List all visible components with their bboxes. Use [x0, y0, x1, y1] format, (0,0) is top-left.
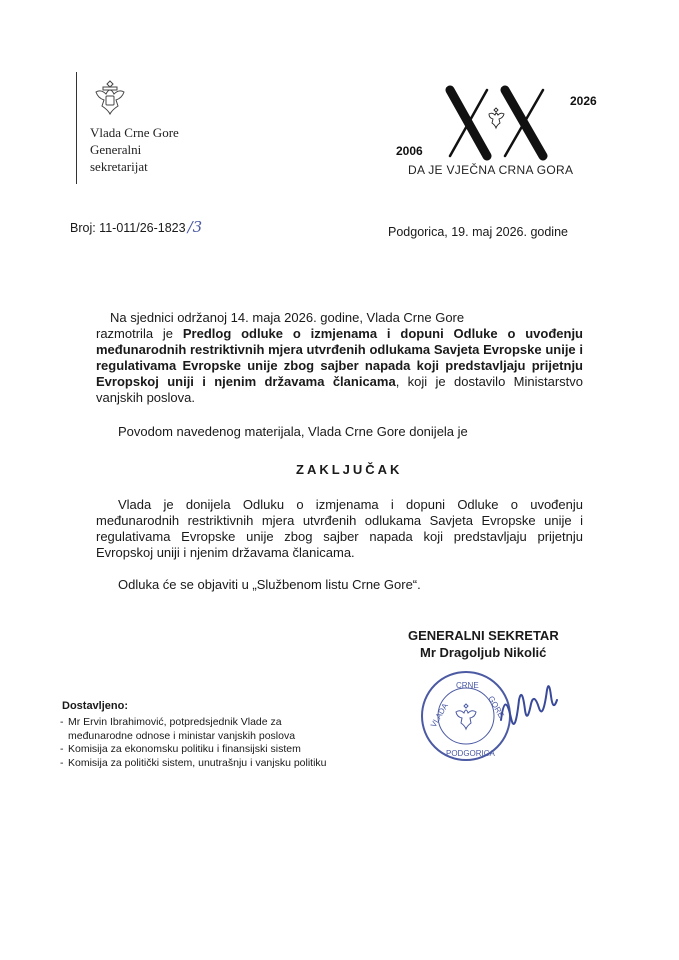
paragraph-2 [96, 497, 583, 561]
delivered-item: - Komisija za ekonomsku politiku i finansijski sistem [60, 743, 301, 755]
delivered-item: - Mr Ervin Ibrahimović, potpredsjednik Vlade za [60, 716, 282, 728]
jubilee-year-end: 2026 [570, 94, 597, 108]
delivered-item [60, 730, 327, 744]
paragraph-2-text: Vlada je donijela Odluku o izmjenama i dopuni Odluke o uvođenju međunarodnih restriktivnih mjera utvrđenih odlukama Savjeta Evropske unije i regulativama Evropske unije zbog sajber napada koji predstavljaju prijetnju Evropskoj uniji i njenim državama članicama. [96, 497, 583, 560]
svg-text:VLADA: VLADA [428, 701, 450, 729]
document-date: Podgorica, 19. maj 2026. godine [388, 225, 568, 239]
paragraph-1-body [96, 326, 583, 406]
delivered-item-text: međunarodne odnose i ministar vanjskih poslova [68, 729, 296, 742]
conclusion-heading: ZAKLJUČAK [296, 462, 403, 477]
delivered-item-text: Komisija za ekonomsku politiku i finansijski sistem [68, 743, 301, 755]
paragraph-first-line [110, 310, 583, 326]
delivered-list [60, 716, 327, 770]
government-line-2: Generalni [90, 142, 142, 157]
publication-line: Odluka će se objaviti u „Službenom listu Crne Gore“. [118, 577, 421, 592]
coat-of-arms-icon [90, 78, 130, 116]
header-rule [76, 72, 77, 184]
delivered-item-text: Komisija za politički sistem, unutrašnju i vanjsku politiku [68, 756, 327, 769]
delivered-item-text: Mr Ervin Ibrahimović, potpredsjednik Vlade za [68, 716, 282, 728]
government-line-1: Vlada Crne Gore [90, 125, 179, 140]
delivered-title: Dostavljeno: [62, 700, 129, 712]
handwritten-signature-icon [495, 680, 565, 740]
svg-text:PODGORICA: PODGORICA [446, 749, 495, 758]
handwritten-suffix: /3 [187, 218, 203, 236]
signatory-title: GENERALNI SEKRETAR [408, 628, 559, 643]
jubilee-year-start: 2006 [396, 144, 423, 158]
paragraph-1-start: Na sjednici održanoj 14. maja 2026. godine, Vlada Crne Gore [110, 310, 465, 325]
delivered-item: - Komisija za politički sistem, unutrašnju i vanjsku politiku [60, 756, 327, 769]
paragraph-1-end: , koji je dostavilo Ministarstvo vanjskih poslova. [96, 374, 584, 405]
signatory-name: Mr Dragoljub Nikolić [420, 645, 547, 660]
reference-number [70, 218, 202, 236]
paragraph-1-normal: razmotrila je [96, 326, 183, 341]
government-name [90, 124, 179, 175]
paragraph-1-bold: Predlog odluke o izmjenama i dopuni Odluke o uvođenju međunarodnih restriktivnih mjera utvrđenih odlukama Savjeta Evropske unije i regulativama Evropske unije zbog sajber napada koji predstavljaju prijetnju Evropskoj uniji i njenim državama članicama [96, 326, 583, 389]
reference-number-text: Broj: 11-011/26-1823 [70, 221, 186, 235]
jubilee-slogan: DA JE VJEČNA CRNA GORA [408, 163, 574, 177]
povodom-line: Povodom navedenog materijala, Vlada Crne Gore donijela je [118, 424, 468, 439]
svg-text:GORE: GORE [486, 694, 506, 720]
government-line-3: sekretarijat [90, 159, 148, 174]
svg-text:CRNE: CRNE [456, 681, 479, 690]
